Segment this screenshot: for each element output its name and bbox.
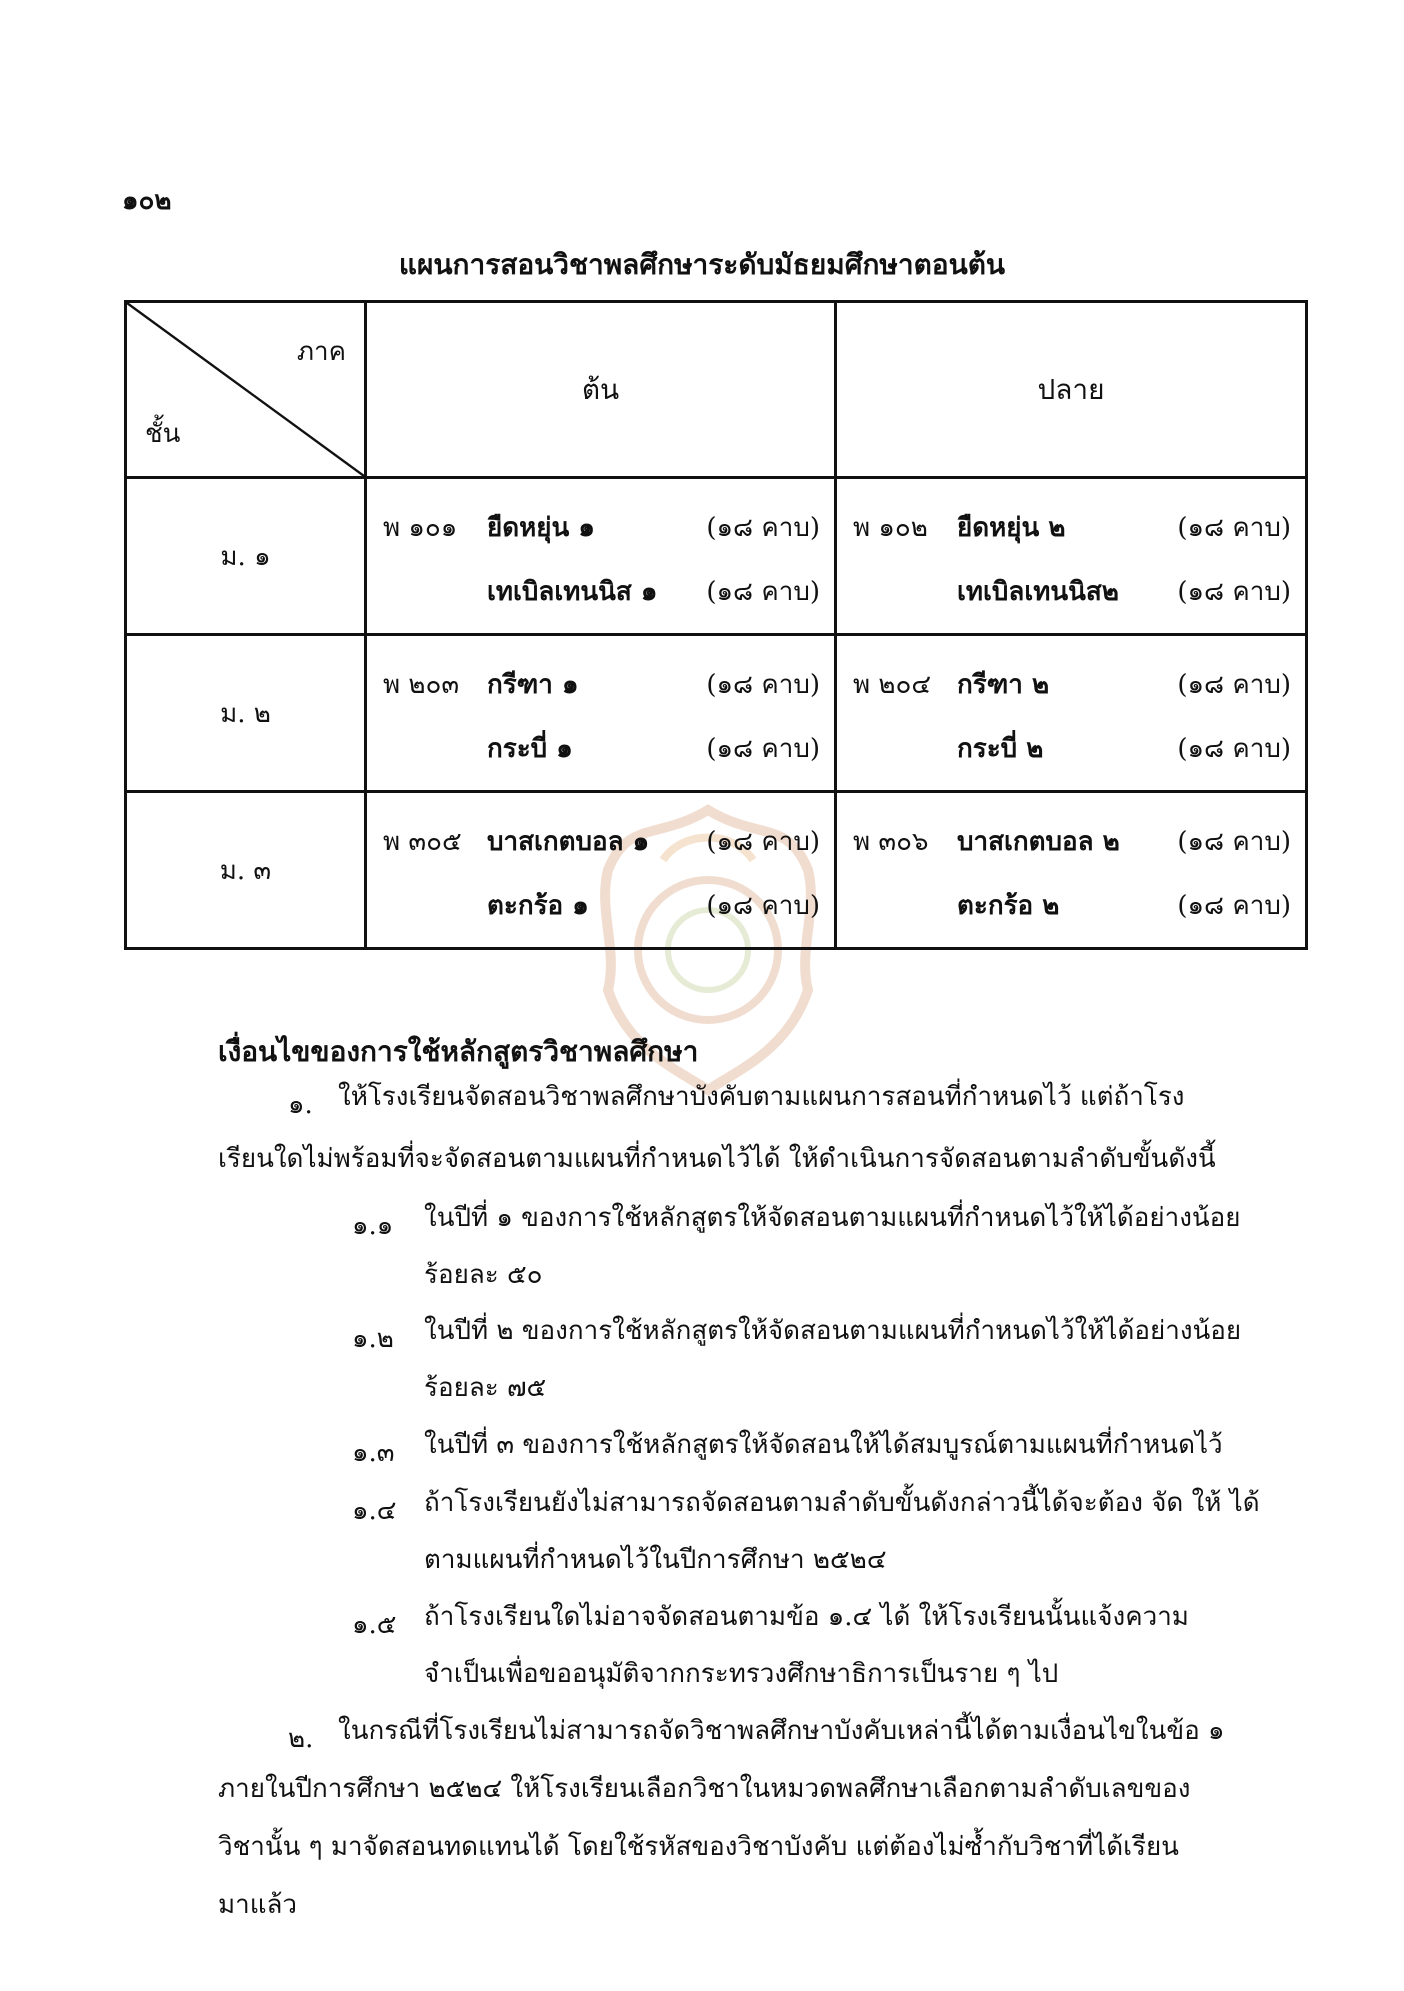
paragraph-line: ร้อยละ ๕๐ [424, 1260, 543, 1290]
second-term-cell [836, 635, 1307, 792]
subject-periods: (๑๘ คาบ) [706, 513, 820, 543]
subject-code: พ ๒๐๓ [383, 670, 460, 700]
subject-name: ตะกร้อ ๑ [487, 891, 589, 921]
header-term-label: ภาค [296, 337, 346, 367]
header-second-term: ปลาย [836, 302, 1307, 478]
first-term-cell [366, 635, 836, 792]
subject-periods: (๑๘ คาบ) [706, 670, 820, 700]
subject-periods: (๑๘ คาบ) [1177, 670, 1291, 700]
table-row [126, 635, 1307, 792]
subject-code: พ ๓๐๕ [383, 827, 462, 857]
class-level: ม. ๑ [126, 478, 366, 635]
conditions-heading: เงื่อนไขของการใช้หลักสูตรวิชาพลศึกษา [218, 1035, 699, 1068]
sub-item-number: ๑.๒ [352, 1324, 394, 1354]
paragraph-line: ตามแผนที่กำหนดไว้ในปีการศึกษา ๒๕๒๔ [424, 1545, 887, 1575]
subject-name: บาสเกตบอล ๒ [957, 827, 1120, 857]
class-level: ม. ๒ [126, 635, 366, 792]
paragraph-line: วิชานั้น ๆ มาจัดสอนทดแทนได้ โดยใช้รหัสของวิชาบังคับ แต่ต้องไม่ซ้ำกับวิชาที่ได้เรียน [218, 1832, 1179, 1862]
page-title: แผนการสอนวิชาพลศึกษาระดับมัธยมศึกษาตอนต้น [398, 248, 1006, 281]
item-number: ๑. [288, 1090, 313, 1120]
paragraph-line: ในปีที่ ๑ ของการใช้หลักสูตรให้จัดสอนตามแผนที่กำหนดไว้ให้ได้อย่างน้อย [424, 1203, 1241, 1233]
subject-name: กระบี่ ๒ [957, 734, 1044, 764]
subject-code: พ ๑๐๑ [383, 513, 458, 543]
subject-code: พ ๑๐๒ [853, 513, 928, 543]
class-level: ม. ๓ [126, 792, 366, 949]
header-corner-cell [126, 302, 366, 478]
paragraph-line: ร้อยละ ๗๕ [424, 1373, 547, 1403]
subject-name: เทเบิลเทนนิส๒ [957, 577, 1119, 607]
sub-item-number: ๑.๓ [352, 1438, 395, 1468]
second-term-cell [836, 478, 1307, 635]
subject-periods: (๑๘ คาบ) [1177, 734, 1291, 764]
subject-periods: (๑๘ คาบ) [1177, 577, 1291, 607]
table-row [126, 478, 1307, 635]
paragraph-line: ภายในปีการศึกษา ๒๕๒๔ ให้โรงเรียนเลือกวิชาในหมวดพลศึกษาเลือกตามลำดับเลขของ [218, 1774, 1191, 1804]
subject-periods: (๑๘ คาบ) [706, 734, 820, 764]
item-number: ๒. [288, 1724, 314, 1754]
header-first-term: ต้น [366, 302, 836, 478]
subject-periods: (๑๘ คาบ) [1177, 891, 1291, 921]
page-number: ๑๐๒ [122, 186, 172, 216]
lesson-plan-table [124, 300, 1305, 950]
subject-name: ยืดหยุ่น ๑ [487, 513, 595, 543]
sub-item-number: ๑.๔ [352, 1496, 397, 1526]
subject-periods: (๑๘ คาบ) [706, 577, 820, 607]
subject-name: บาสเกตบอล ๑ [487, 827, 650, 857]
subject-code: พ ๒๐๔ [853, 670, 932, 700]
header-class-label: ชั้น [145, 419, 181, 449]
subject-name: กรีฑา ๑ [487, 670, 579, 700]
subject-name: เทเบิลเทนนิส ๑ [487, 577, 658, 607]
subject-name: กระบี่ ๑ [487, 734, 573, 764]
sub-item-number: ๑.๑ [352, 1211, 394, 1241]
paragraph-line: เรียนใดไม่พร้อมที่จะจัดสอนตามแผนที่กำหนดไว้ได้ ให้ดำเนินการจัดสอนตามลำดับขั้นดังนี้ [218, 1144, 1216, 1174]
paragraph-line: ถ้าโรงเรียนใดไม่อาจจัดสอนตามข้อ ๑.๔ ได้ ให้โรงเรียนนั้นแจ้งความ [424, 1602, 1189, 1632]
paragraph-line: ถ้าโรงเรียนยังไม่สามารถจัดสอนตามลำดับขั้นดังกล่าวนี้ได้จะต้อง จัด ให้ ได้ [424, 1488, 1260, 1518]
subject-name: กรีฑา ๒ [957, 670, 1050, 700]
subject-name: ยืดหยุ่น ๒ [957, 513, 1066, 543]
subject-periods: (๑๘ คาบ) [1177, 827, 1291, 857]
second-term-cell [836, 792, 1307, 949]
subject-periods: (๑๘ คาบ) [706, 827, 820, 857]
first-term-cell [366, 478, 836, 635]
paragraph-line: ในปีที่ ๓ ของการใช้หลักสูตรให้จัดสอนให้ได้สมบูรณ์ตามแผนที่กำหนดไว้ [424, 1430, 1223, 1460]
table-row [126, 792, 1307, 949]
paragraph-line: จำเป็นเพื่อขออนุมัติจากกระทรวงศึกษาธิการเป็นราย ๆ ไป [424, 1659, 1059, 1689]
paragraph-line: ในกรณีที่โรงเรียนไม่สามารถจัดวิชาพลศึกษาบังคับเหล่านี้ได้ตามเงื่อนไขในข้อ ๑ [338, 1716, 1225, 1746]
subject-name: ตะกร้อ ๒ [957, 891, 1060, 921]
paragraph-line: มาแล้ว [218, 1890, 298, 1920]
subject-code: พ ๓๐๖ [853, 827, 929, 857]
subject-periods: (๑๘ คาบ) [1177, 513, 1291, 543]
paragraph-line: ให้โรงเรียนจัดสอนวิชาพลศึกษาบังคับตามแผนการสอนที่กำหนดไว้ แต่ถ้าโรง [338, 1082, 1185, 1112]
first-term-cell [366, 792, 836, 949]
subject-periods: (๑๘ คาบ) [706, 891, 820, 921]
paragraph-line: ในปีที่ ๒ ของการใช้หลักสูตรให้จัดสอนตามแผนที่กำหนดไว้ให้ได้อย่างน้อย [424, 1316, 1242, 1346]
sub-item-number: ๑.๕ [352, 1610, 397, 1640]
